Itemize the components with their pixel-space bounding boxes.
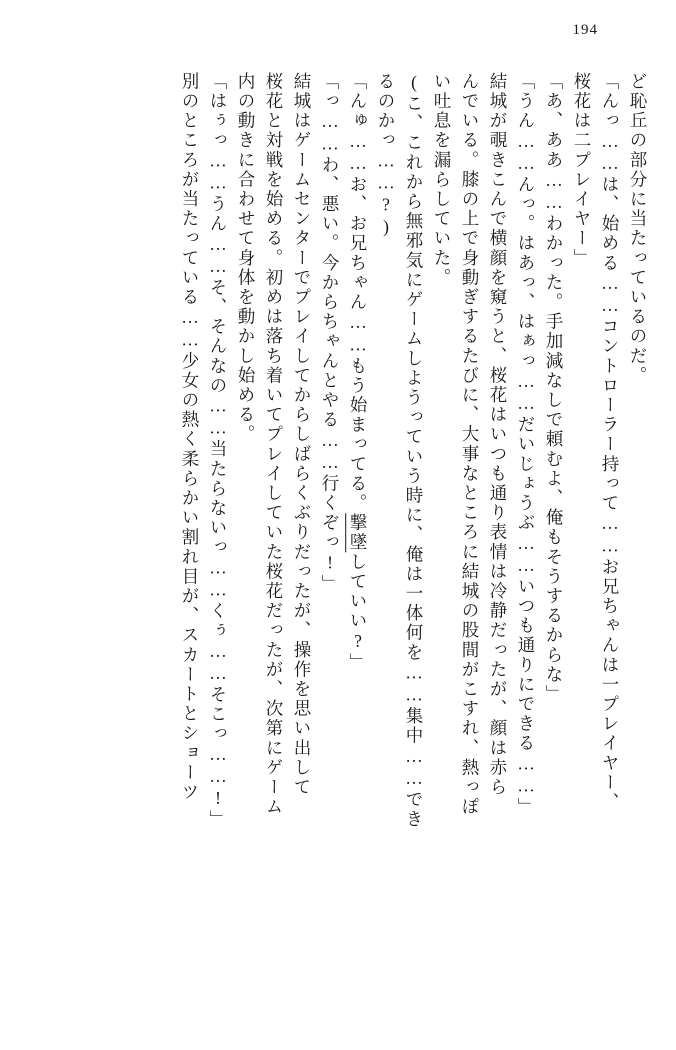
text-line: 内の動きに合わせて身体を動かし始める。	[236, 72, 256, 445]
text-line: んでいる。膝の上で身動ぎするたびに、大事なところに結城の股間がこすれ、熱っぽ	[460, 72, 480, 817]
vertical-text-body	[30, 72, 646, 1012]
text-line: 「んゅ……お、お兄ちゃん……もう始まってる。撃墜していい?」	[348, 72, 368, 673]
text-line: ど恥丘の部分に当たっているのだ。	[628, 72, 648, 386]
text-line: 桜花と対戦を始める。初めは落ち着いてプレイしていた桜花だったが、次第にゲーム	[264, 72, 284, 817]
text-line: 結城が覗きこんで横顔を窺うと、桜花はいつも通り表情は冷静だったが、顔は赤ら	[488, 72, 508, 798]
text-line: 桜花は二プレイヤー」	[572, 72, 592, 268]
text-line: い吐息を漏らしていた。	[432, 72, 452, 288]
text-line: (こ、これから無邪気にゲームしようっていう時に、俺は一体何を……集中……でき	[404, 72, 424, 830]
text-line: 「んっ……は、始める……コントローラー持って……お兄ちゃんは一プレイヤー、	[600, 72, 620, 813]
text-line: 「うん……んっ。はあっ、はぁっ……だいじょうぶ……いつも通りにできる……」	[516, 72, 536, 818]
text-line: 別のところが当たっている……少女の熱く柔らかい割れ目が、スカートとショーツ	[180, 72, 200, 803]
text-line: 「っ……わ、悪い。今からちゃんとやる……行くぞっ!」	[320, 72, 340, 595]
emphasised-text: 撃墜	[348, 513, 368, 553]
text-line: 「あ、ああ……わかった。手加減なしで頼むよ、俺もそうするからな」	[544, 72, 564, 705]
page-number: 194	[572, 22, 598, 38]
text-line: 「はぅっ……うん……そ、そんなの……当たらないっ……くぅ……そこっ……!」	[208, 72, 228, 830]
text-line: 結城はゲームセンターでプレイしてからしばらくぶりだったが、操作を思い出して	[292, 72, 312, 798]
text-line: るのかっ……?)	[376, 72, 396, 239]
